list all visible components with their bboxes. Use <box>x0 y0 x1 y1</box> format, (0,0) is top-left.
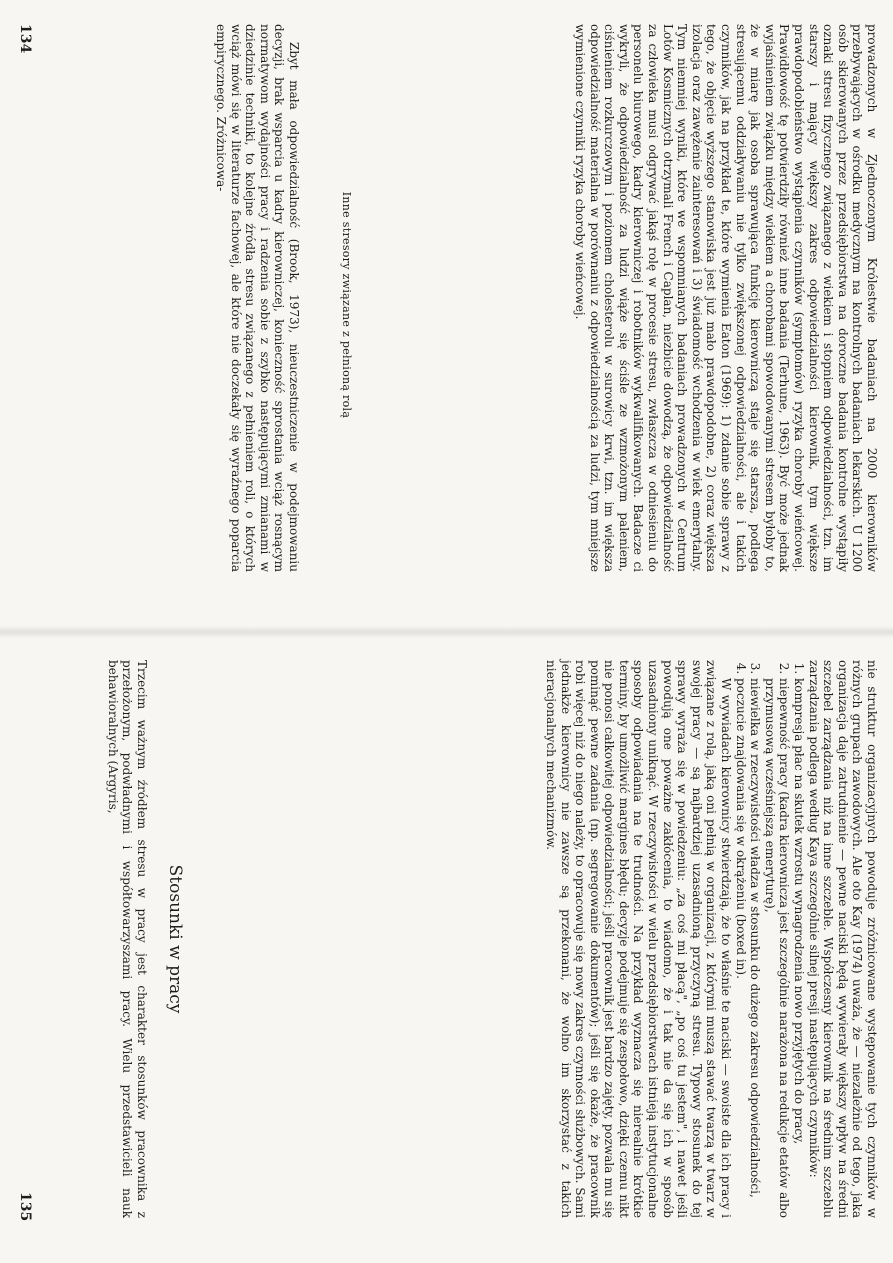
left-top-paragraph: prowadzonych w Zjednoczonym Królestwie badaniach na 2000 kierowników przebywających w ośrodku medycznym na kontrolnych badaniach lekarskich. U 1200 osób skierowanych przez przedsiębiorstwa na doroczne badania kontrolne wystąpiły oznaki stresu fizycznego związanego z wiekiem i stopniem odpowiedzialności, tzn. im starszy i mający większy zakres odpowiedzialności kierownik, tym większe prawdopodobieństwo wystąpienia czynników (symptomów) ryzyka choroby wieńcowej. Prawidłowość tę potwierdziły również inne badania (Terhune, 1963). Być może jednak wyjaśnieniem związku między wiekiem a chorobami spowodowanymi stresem byłoby to, że w miarę jak osoba sprawująca funkcję kierowniczą staje się starsza, podlega stresującemu oddziaływaniu nie tylko zwiększonej odpowiedzialności, ale i takich czynników, jak na przykład te, które wymienia Eaton (1969): 1) zdanie sobie sprawy z tego, że objęcie wyższego stanowiska jest już mało prawdopodobne, 2) coraz większa izolacja oraz zawężenie zainteresowań i 3) świadomość wchodzenia w wiek emerytalny. Tym niemniej wyniki, które we wspomnianych badaniach prowadzonych w Centrum Lotów Kosmicznych otrzymali French i Caplan, niezbicie dowodzą, że odpowiedzialność za człowieka musi odgrywać jakąś rolę w procesie stresu, zwłaszcza w odniesieniu do personelu biurowego, kadry kierowniczej i robotników wykwalifikowanych. Badacze ci wykryli, że odpowiedzialność za ludzi wiąże się ściśle ze wzmożonym paleniem, ciśnieniem rozkurczowym i poziomem cholesterolu w surowicy krwi, tzn. im większa odpowiedzialność materialna w porównaniu z odpowiedzialnością za ludzi, tym mniejsze wymienione czynniki ryzyka choroby wieńcowej. <box>573 24 879 572</box>
list-item: 1. kompresja płac na skutek wzrostu wynagrodzenia nowo przyjętych do pracy, <box>791 678 806 1218</box>
right-intro-column <box>543 660 879 1218</box>
right-section-column <box>105 660 149 1218</box>
section-title: Stosunki w pracy <box>165 864 185 1014</box>
left-bottom-paragraph: Zbyt mała odpowiedzialność (Brook, 1973), nieuczestniczenie w podejmowaniu decyzji, brak wsparcia u kadry kierowniczej, konieczność sprostania wciąż rosnącym normatywom wydajności pracy i radzenia sobie z szybko następującymi zmianami w dziedzinie techniki, to kolejne źródła stresu związanego z pełnieniem roli, o których wciąż mówi się w literaturze fachowej, ale które nie doczekały się wyraźnego poparcia empirycznego. Zróżnicowa- <box>214 24 301 572</box>
right-paragraph-2: W wywiadach kierownicy stwierdzają, że to właśnie te naciski — swoiste dla ich pracy i związane z rolą, jaką oni pełnią w organizacji, z którymi muszą stawać twarzą w twarz w swojej pracy — są najbardziej uzasadnioną przyczyną stresu. Typowy stosunek do tej sprawy wyraża się w powiedzeniu: „za coś mi płacą", „po coś tu jestem", i nawet jeśli powodują one poważne zakłócenia, to wiadomo, że i tak nie da się ich w sposób uzasadniony uniknąć. W rzeczywistości w wielu przedsiębiorstwach istnieją instytucjonalne sposoby odpowiadania na te trudności. Na przykład wyznacza się nierealnie krótkie terminy, by umożliwić margines błędu; decyzje podejmuje się zespołowo, dzięki czemu nikt nie ponosi całkowitej odpowiedzialności; jeśli pracownik jest bardzo zajęty, pozwala mu się pominąć pewne zadania (np. segregowanie dokumentów); jeśli się okaże, że pracownik robi więcej niż do niego należy, to opracowuje się nowy zakres czynności służbowych. Sami jednakże kierownicy nie zawsze są przekonani, że wolno im skorzystać z takich nieracjonalnych mechanizmów. <box>543 660 734 1218</box>
list-item: 2. niepewność pracy (kadra kierownicza jest szczególnie narażona na redukcje etatów albo przymusową wcześniejszą emeryturę), <box>762 678 791 1218</box>
right-intro-paragraph: nie struktur organizacyjnych powoduje zróżnicowane występowanie tych czynników w różnych grupach zawodowych. Ale oto Kay (1974) uważa, że — niezależnie od tego, jaka organizacja daje zatrudnienie — pewne naciski będą wywierały większy wpływ na średni szczebel zarządzania niż na inne szczeble. Współczesny kierownik na średnim szczeblu zarządzania podlega według Kaya szczególnie silnej presji następujących czynników: <box>806 660 879 1218</box>
list-item: 4. poczucie znajdowania się w okrążeniu (boxed in). <box>733 678 748 1218</box>
right-page <box>0 632 893 1263</box>
left-top-column <box>573 24 879 572</box>
left-bottom-column <box>213 24 301 572</box>
list-item: 3. niewielka w rzeczywistości władza w stosunku do dużego zakresu odpowiedzialności, <box>748 678 763 1218</box>
left-subheading: Inne stresory związane z pełnioną rolą <box>340 191 353 419</box>
right-page-number: 135 <box>17 1192 33 1222</box>
left-page-number: 134 <box>17 24 33 54</box>
right-section-paragraph: Trzecim ważnym źródłem stresu w pracy jest charakter stosunków pracownika z przełożonym, podwładnymi i współtowarzyszami pracy. Wielu przedstawicieli nauk behawioralnych (Argyris, <box>105 660 149 1218</box>
pressure-factors-list <box>733 660 806 1218</box>
